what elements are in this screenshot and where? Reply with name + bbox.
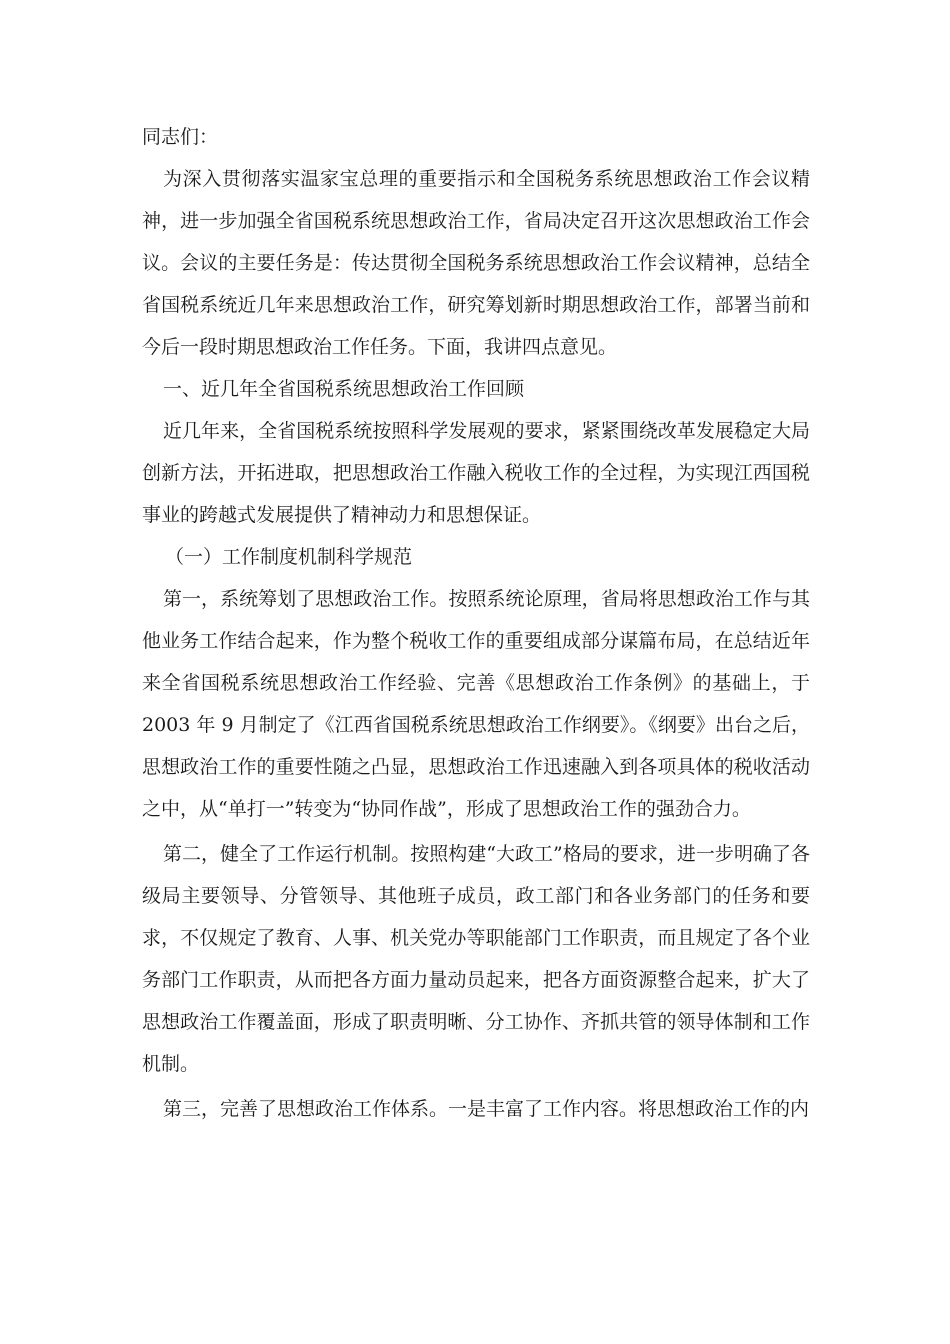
salutation: 同志们：: [142, 126, 219, 148]
section-heading-1: 一、近几年全省国税系统思想政治工作回顾: [163, 378, 525, 400]
document-body: [142, 116, 810, 1130]
subsection-heading-1: （一）工作制度机制科学规范: [165, 546, 413, 568]
intro-paragraph: 为深入贯彻落实温家宝总理的重要指示和全国税务系统思想政治工作会议精神，进一步加强全省国税系统思想政治工作，省局决定召开这次思想政治工作会议。会议的主要任务是：传达贯彻全国税务系统思想政治工作会议精神，总结全省国税系统近几年来思想政治工作，研究筹划新时期思想政治工作，部署当前和今后一段时期思想政治工作任务。下面，我讲四点意见。: [142, 168, 810, 358]
paragraph-second: 第二，健全了工作运行机制。按照构建“大政工”格局的要求，进一步明确了各级局主要领导、分管领导、其他班子成员，政工部门和各业务部门的任务和要求，不仅规定了教育、人事、机关党办等职能部门工作职责，而且规定了各个业务部门工作职责，从而把各方面力量动员起来，把各方面资源整合起来，扩大了思想政治工作覆盖面，形成了职责明晰、分工协作、齐抓共管的领导体制和工作机制。: [142, 843, 810, 1075]
paragraph-third: 第三，完善了思想政治工作体系。一是丰富了工作内容。将思想政治工作的内: [163, 1098, 810, 1120]
paragraph-first: 第一，系统筹划了思想政治工作。按照系统论原理，省局将思想政治工作与其他业务工作结合起来，作为整个税收工作的重要组成部分谋篇布局，在总结近年来全省国税系统思想政治工作经验、完善《思想政治工作条例》的基础上，于 2003 年 9 月制定了《江西省国税系统思想政治工作纲要》。《纲要》出台之后，思想政治工作的重要性随之凸显，思想政治工作迅速融入到各项具体的税收活动之中，从“单打一”转变为“协同作战”，形成了思想政治工作的强劲合力。: [142, 588, 810, 820]
section-1-intro-paragraph: 近几年来，全省国税系统按照科学发展观的要求，紧紧围绕改革发展稳定大局创新方法，开拓进取，把思想政治工作融入税收工作的全过程，为实现江西国税事业的跨越式发展提供了精神动力和思想保证。: [142, 420, 810, 526]
